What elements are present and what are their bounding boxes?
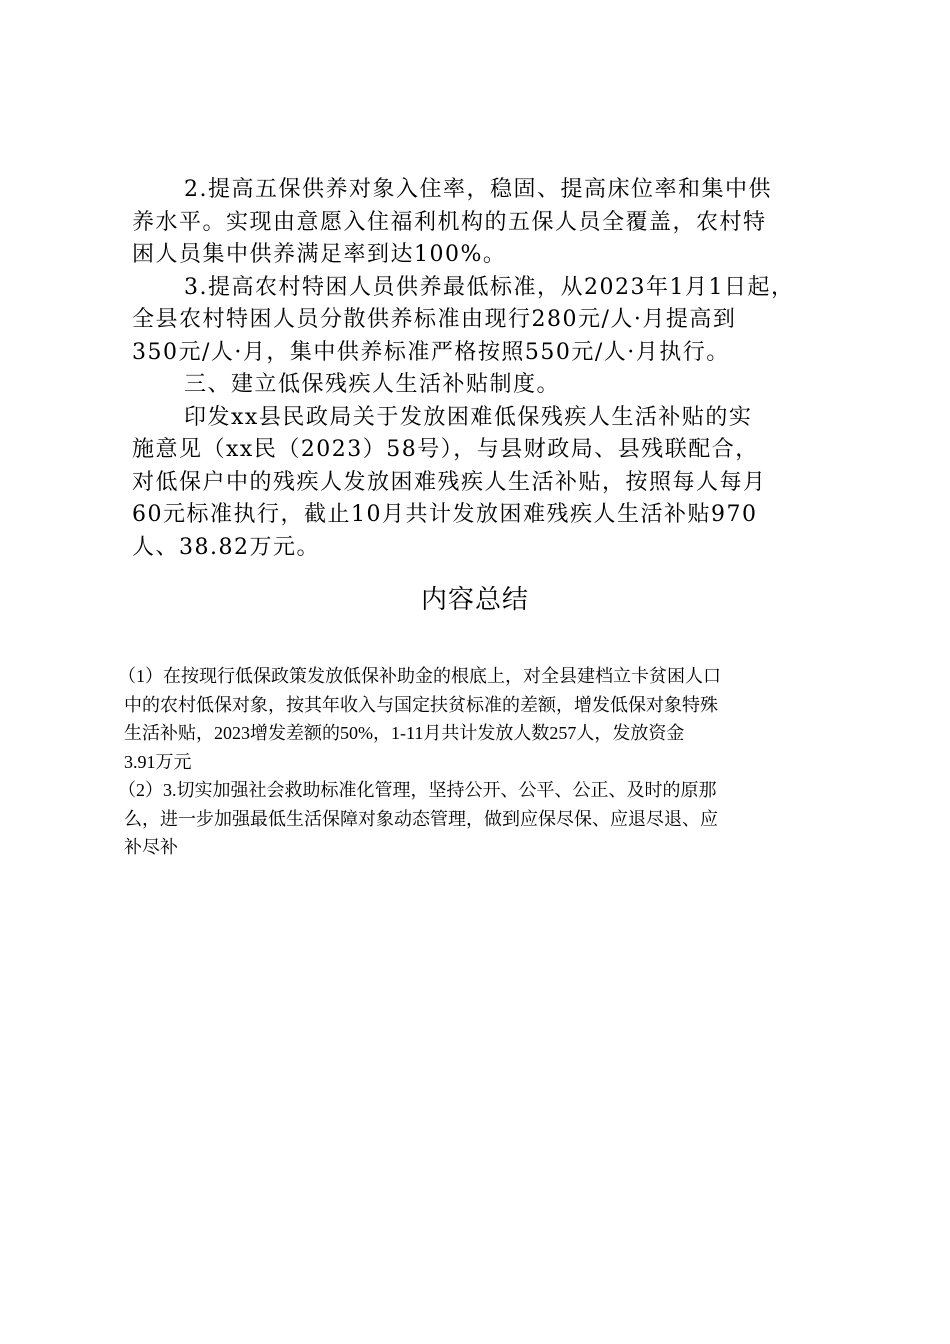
paragraph-line: 3.提高农村特困人员供养最低标准，从2023年1月1日起， [184,274,795,300]
summary-line: 生活补贴，2023增发差额的50%，1-11月共计发放人数257人，发放资金 [124,723,685,743]
summary-line: 中的农村低保对象，按其年收入与国定扶贫标准的差额，增发低保对象特殊 [124,694,718,715]
section-heading: 三、建立低保残疾人生活补贴制度。 [184,372,561,397]
summary-line: （1）在按现行低保政策发放低保补助金的根底上，对全县建档立卡贫困人口 [118,666,721,686]
paragraph-line: 人、38.82万元。 [132,534,320,560]
summary-line: （2）3.切实加强社会救助标准化管理，坚持公开、公平、公正、及时的原那 [118,780,717,800]
paragraph-line: 全县农村特困人员分散供养标准由现行280元/人·月提高到 [132,307,737,332]
paragraph-line: 印发xx县民政局关于发放困难低保残疾人生活补贴的实 [184,404,753,430]
paragraph-line: 困人员集中供养满足率到达100%。 [132,242,507,267]
summary-text [118,662,844,862]
paragraph-line: 养水平。实现由意愿入住福利机构的五保人员全覆盖，农村特 [132,209,767,235]
summary-line: 补尽补 [124,837,178,857]
paragraph-line: 350元/人·月，集中供养标准严格按照550元/人·月执行。 [132,339,730,365]
paragraph-line: 对低保户中的残疾人发放困难残疾人生活补贴，按照每人每月 [132,469,767,495]
summary-line: 么，进一步加强最低生活保障对象动态管理，做到应保尽保、应退尽退、应 [124,808,718,829]
paragraph-line: 施意见（xx民（2023）58号），与县财政局、县残联配合， [132,437,759,462]
summary-line: 3.91万元 [124,751,192,772]
body-text [132,174,832,564]
paragraph-line: 60元标准执行，截止10月共计发放困难残疾人生活补贴970 [132,502,758,527]
summary-title: 内容总结 [420,585,529,615]
paragraph-line: 2.提高五保供养对象入住率，稳固、提高床位率和集中供 [184,177,772,202]
